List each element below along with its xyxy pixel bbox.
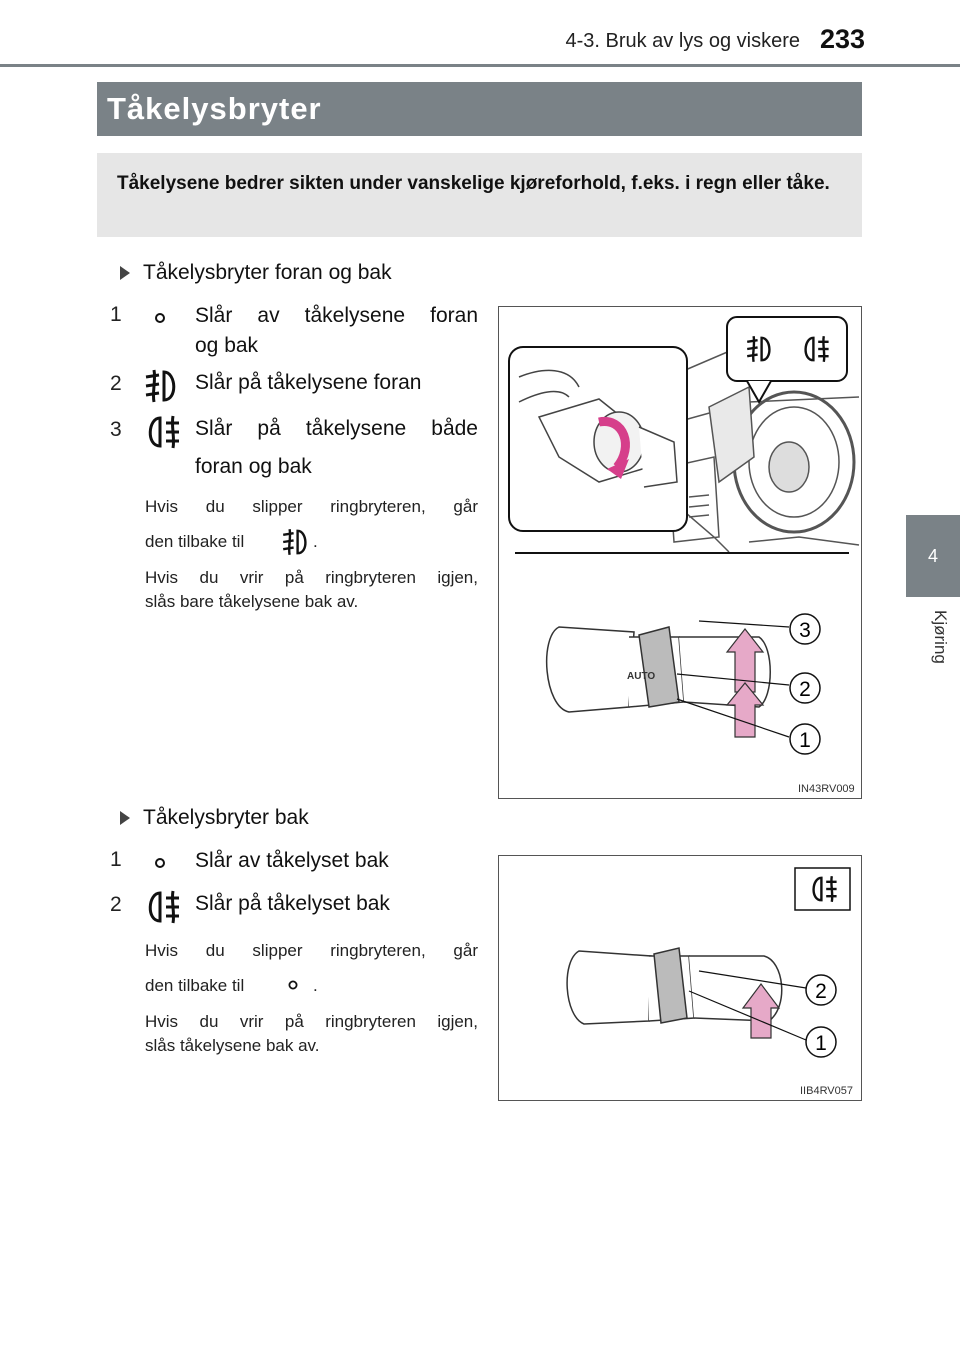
front-fog-icon [142, 366, 182, 406]
section2-heading: Tåkelysbryter bak [143, 806, 309, 829]
rear-fog-icon [142, 412, 182, 452]
chapter-title: Kjøring [931, 610, 950, 664]
note-text-cont: den tilbake til [145, 532, 245, 551]
callout-number: 1 [815, 1032, 827, 1055]
note-text: Hvis du slipper ringbryteren, går [145, 497, 478, 516]
switch-auto-label: AUTO [627, 671, 656, 682]
page-number: 233 [820, 24, 866, 54]
item-text: Slår av tåkelysene foran [195, 304, 478, 327]
figure-callouts [806, 975, 836, 1057]
item-text: Slår på tåkelyset bak [195, 892, 390, 915]
off-icon [284, 976, 302, 994]
note-text: Hvis du slipper ringbryteren, går [145, 941, 478, 960]
figure-code: IN43RV009 [798, 783, 855, 795]
item-text-cont: og bak [195, 334, 259, 357]
note-text-cont: slås bare tåkelysene bak av. [145, 592, 359, 611]
callout-number: 1 [799, 729, 811, 752]
item-text-cont: foran og bak [195, 455, 312, 478]
intro-box: Tåkelysene bedrer sikten under vanskelige kjøreforhold, f.eks. i regn eller tåke. [97, 153, 862, 237]
item-text: Slår på tåkelysene både [195, 417, 478, 440]
note-text: Hvis du vrir på ringbryteren igjen, [145, 568, 478, 587]
section1-heading: Tåkelysbryter foran og bak [143, 261, 392, 284]
chapter-tab [906, 515, 960, 597]
off-icon [150, 308, 170, 328]
note-text-cont: den tilbake til [145, 976, 245, 995]
figure-illustration [499, 307, 860, 797]
page-title: Tåkelysbryter [97, 82, 862, 136]
note-text-cont: slås tåkelysene bak av. [145, 1036, 320, 1055]
callout-number: 2 [815, 980, 827, 1003]
item-number: 2 [110, 372, 122, 395]
figure-switch-front-rear [498, 306, 862, 799]
item-number: 2 [110, 893, 122, 916]
section-header: 4-3. Bruk av lys og viskere [565, 30, 800, 52]
figure-illustration [499, 856, 860, 1099]
triangle-bullet-icon [120, 811, 130, 825]
figure-code: IIB4RV057 [800, 1085, 854, 1097]
item-text: Slår av tåkelyset bak [195, 849, 389, 872]
note-text-end: . [313, 976, 318, 995]
figure-switch-rear [498, 855, 862, 1101]
triangle-bullet-icon [120, 266, 130, 280]
figure-callouts [790, 614, 820, 754]
item-number: 1 [110, 848, 122, 871]
note-text-end: . [313, 532, 318, 551]
note-text: Hvis du vrir på ringbryteren igjen, [145, 1012, 478, 1031]
callout-number: 2 [799, 678, 811, 701]
front-fog-icon [280, 526, 312, 558]
item-number: 1 [110, 303, 122, 326]
item-number: 3 [110, 418, 122, 441]
chapter-number: 4 [927, 546, 938, 566]
header-rule [0, 64, 960, 67]
rear-fog-icon [142, 887, 182, 927]
item-text: Slår på tåkelysene foran [195, 371, 422, 394]
callout-number: 3 [799, 619, 811, 642]
off-icon [150, 853, 170, 873]
